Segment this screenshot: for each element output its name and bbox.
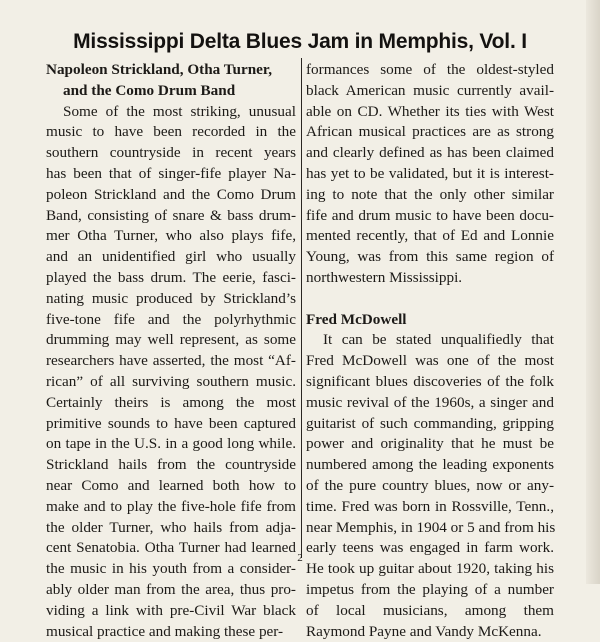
text-line: Strickland hails from the countryside: [46, 456, 296, 474]
text-line: ably older man from the area, thus pro-: [46, 580, 296, 598]
section-heading-line: Napoleon Strickland, Otha Turner,: [46, 61, 273, 78]
column-divider: [301, 58, 302, 558]
text-line: formances some of the oldest-styled: [306, 61, 554, 78]
text-line: and clearly defined as has been claimed: [306, 144, 554, 162]
text-line: make and to play the five-hole fife from: [46, 497, 296, 515]
text-line: primitive sounds to have been captured: [46, 414, 296, 432]
text-line: early teens was engaged in farm work.: [306, 539, 554, 557]
text-line: guitarist of such commanding, gripping: [306, 414, 554, 432]
text-line: drumming may well represent, as some: [46, 331, 296, 349]
text-line: rican” of all surviving southern music.: [46, 372, 296, 390]
text-line: impetus from the playing of a number: [306, 580, 554, 598]
text-line: able on CD. Whether its ties with West: [306, 102, 554, 120]
text-line: time. Fred was born in Rossville, Tenn.,: [306, 497, 554, 515]
right-paragraph-1: [306, 60, 554, 289]
text-line: music to have been recorded in the: [46, 123, 296, 141]
text-line: black American music currently avail-: [306, 81, 554, 99]
text-line: of the pure country blues, now or any-: [306, 476, 554, 494]
text-line: Young, was from this same region of: [306, 248, 554, 266]
text-line: near Como and learned both how to: [46, 476, 296, 494]
section-heading-line: and the Como Drum Band: [63, 81, 236, 99]
text-line: It can be stated unqualifiedly that: [323, 331, 554, 349]
text-line: Certainly theirs is among the most: [46, 393, 296, 411]
right-paragraph-2: [306, 330, 554, 642]
text-line: southern countryside in recent years: [46, 144, 296, 162]
text-line: fife and drum music to have been docu-: [306, 206, 554, 224]
page-title: Mississippi Delta Blues Jam in Memphis, Vol. I: [73, 30, 527, 53]
text-line: Some of the most striking, unusual: [63, 102, 296, 120]
text-line: the music in his youth from a consider-: [46, 560, 296, 578]
text-line: African musical practices are as strong: [306, 123, 554, 141]
text-line: cent Senatobia. Otha Turner had learned: [46, 539, 296, 557]
text-line: ing to note that the only other similar: [306, 185, 554, 203]
text-line: music revival of the 1960s, a singer and: [306, 393, 554, 411]
text-line: has been that of singer-fife player Na-: [46, 164, 296, 182]
text-line: Band, consisting of snare & bass drum-: [46, 206, 296, 224]
text-line: musical practice and making these per-: [46, 622, 284, 640]
paragraph-gap: [306, 289, 554, 310]
text-line: on tape in the U.S. in a good long while.: [46, 435, 296, 453]
page-number: 2: [297, 552, 303, 564]
text-line: and an unidentified girl who usually: [46, 248, 296, 266]
text-line: significant blues discoveries of the folk: [306, 372, 554, 390]
text-line: of local musicians, among them: [306, 601, 554, 619]
text-line: He took up guitar about 1920, taking his: [306, 560, 554, 578]
text-line: numbered among the leading exponents: [306, 456, 554, 474]
text-line: near Memphis, in 1904 or 5 and from his: [306, 518, 556, 536]
text-line: viding a link with pre-Civil War black: [46, 601, 296, 619]
section-heading-fred-mcdowell: Fred McDowell: [306, 310, 407, 328]
text-line: nating music produced by Strickland’s: [46, 289, 296, 307]
text-line: poleon Strickland and the Como Drum: [46, 185, 296, 203]
page-edge-shadow: [586, 0, 600, 584]
text-line: researchers have asserted, the most “Af-: [46, 352, 296, 370]
text-line: mented recently, that of Ed and Lonnie: [306, 227, 554, 245]
text-line: power and originality that he must be: [306, 435, 554, 453]
text-line: Raymond Payne and Vandy McKenna.: [306, 622, 542, 640]
text-line: five-tone fife and the polyrhythmic: [46, 310, 296, 328]
text-line: Fred McDowell was one of the most: [306, 352, 554, 370]
text-line: mer Otha Turner, who also plays fife,: [46, 227, 296, 245]
text-line: has yet to be validated, but it is interest-: [306, 164, 554, 182]
text-line: the older Turner, who hails from adja-: [46, 518, 296, 536]
text-line: northwestern Mississippi.: [306, 268, 463, 286]
text-line: played the bass drum. The eerie, fasci-: [46, 268, 296, 286]
